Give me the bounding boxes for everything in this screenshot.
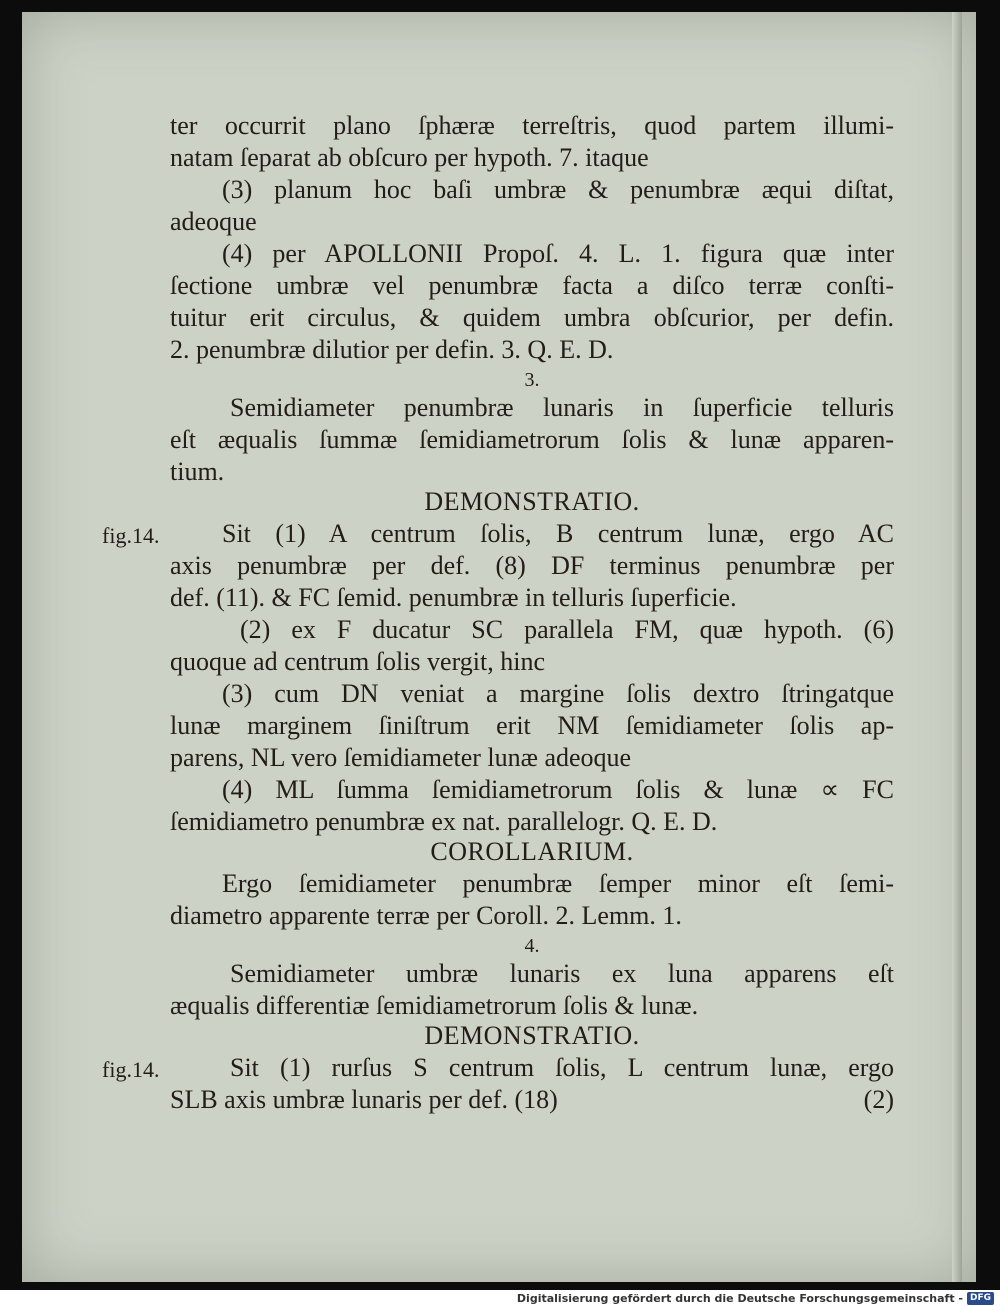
text-line: Sit (1) A centrum ſolis, B centrum lunæ, ergo AC [222, 519, 894, 548]
footer-text: Digitalisierung gefördert durch die Deutsche Forschungsgemeinschaft - [516, 1291, 963, 1305]
margin-note: fig.14. [102, 1057, 160, 1082]
text-line: (4) ML ſumma ſemidiametrorum ſolis & lunæ ∝ FC [222, 775, 894, 804]
text-line: quoque ad centrum ſolis vergit, hinc [170, 647, 545, 676]
book-page [22, 12, 976, 1282]
text-line: def. (11). & FC ſemid. penumbræ in telluris ſuperficie. [170, 583, 737, 612]
text-line: (4) per APOLLONII Propoſ. 4. L. 1. figura quæ inter [222, 239, 894, 268]
section-heading: DEMONSTRATIO. [424, 1021, 640, 1050]
margin-note: fig.14. [102, 523, 160, 548]
page-text [22, 12, 976, 1282]
text-line: (3) planum hoc baſi umbræ & penumbræ æqui diſtat, [222, 175, 894, 204]
section-heading: COROLLARIUM. [430, 837, 634, 866]
text-line: Semidiameter umbræ lunaris ex luna apparens eſt [230, 959, 894, 988]
text-line: tium. [170, 457, 225, 486]
text-line: eſt æqualis ſummæ ſemidiametrorum ſolis & lunæ apparen- [170, 425, 894, 454]
text-line: Semidiameter penumbræ lunaris in ſuperficie telluris [230, 393, 894, 422]
text-line: Sit (1) rurſus S centrum ſolis, L centrum lunæ, ergo [230, 1053, 894, 1082]
text-line: (2) ex F ducatur SC parallela FM, quæ hypoth. (6) [240, 615, 894, 644]
text-line: 2. penumbræ dilutior per defin. 3. Q. E. D. [170, 335, 614, 364]
text-line: ſemidiametro penumbræ ex nat. parallelogr. Q. E. D. [170, 807, 718, 836]
proposition-number: 4. [524, 935, 540, 957]
text-line: ter occurrit plano ſphæræ terreſtris, quod partem illumi- [170, 111, 894, 140]
text-line: æqualis differentiæ ſemidiametrorum ſolis & lunæ. [170, 991, 699, 1020]
dfg-logo: DFG [967, 1292, 994, 1305]
text-line: lunæ marginem ſiniſtrum erit NM ſemidiameter ſolis ap- [170, 711, 894, 740]
proposition-number: 3. [524, 369, 540, 391]
text-line: natam ſeparat ab obſcuro per hypoth. 7. itaque [170, 143, 649, 172]
text-line: SLB axis umbræ lunaris per def. (18) [170, 1085, 558, 1114]
text-line: parens, NL vero ſemidiameter lunæ adeoque [170, 743, 632, 772]
text-line: axis penumbræ per def. (8) DF terminus penumbræ per [170, 551, 894, 580]
text-line: Ergo ſemidiameter penumbræ ſemper minor eſt ſemi- [222, 869, 894, 898]
text-line: ſectione umbræ vel penumbræ facta a diſco terræ conſti- [170, 271, 894, 300]
footer-credit [517, 1290, 994, 1306]
text-line: diametro apparente terræ per Coroll. 2. Lemm. 1. [170, 901, 682, 930]
text-line: adeoque [170, 207, 257, 236]
text-line: (3) cum DN veniat a margine ſolis dextro ſtringatque [222, 679, 894, 708]
catchword: (2) [863, 1085, 894, 1114]
text-line: tuitur erit circulus, & quidem umbra obſcurior, per defin. [170, 303, 894, 332]
section-heading: DEMONSTRATIO. [424, 487, 640, 516]
